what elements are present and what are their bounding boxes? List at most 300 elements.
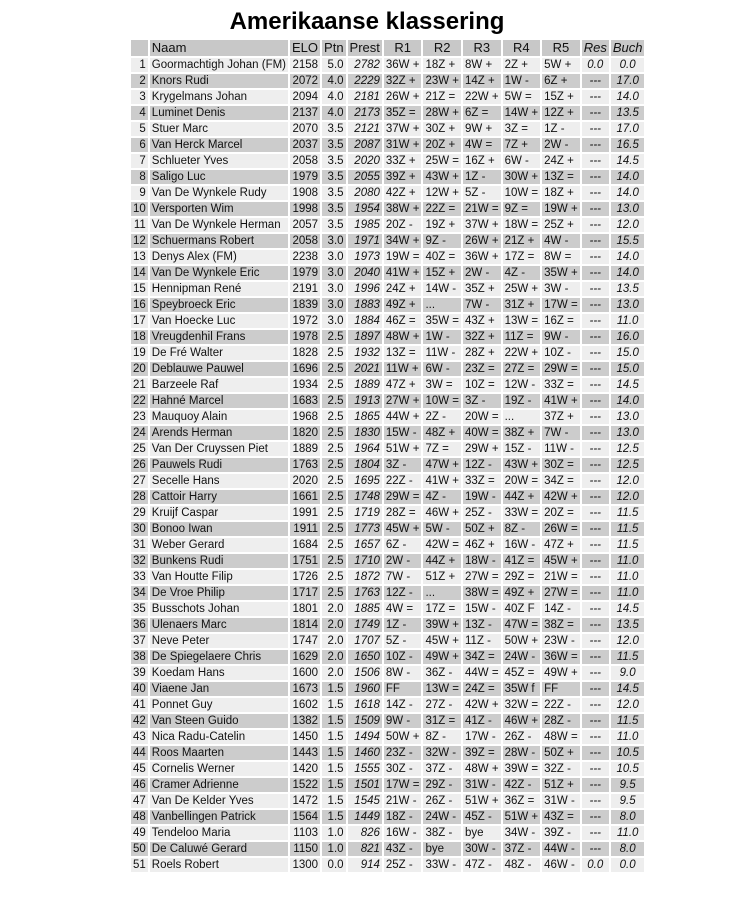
round-5-result: 37Z +: [542, 410, 580, 424]
performance-rating: 2087: [348, 138, 382, 152]
round-3-result: 13Z -: [463, 618, 501, 632]
buchholz-score: 11.5: [611, 714, 645, 728]
round-2-result: ...: [423, 586, 461, 600]
header-naam: Naam: [150, 40, 288, 56]
elo-rating: 2058: [290, 234, 320, 248]
round-4-result: 4Z -: [503, 266, 541, 280]
elo-rating: 1717: [290, 586, 320, 600]
elo-rating: 1991: [290, 506, 320, 520]
round-4-result: 29Z =: [503, 570, 541, 584]
performance-rating: 2021: [348, 362, 382, 376]
player-name: Van Hoecke Luc: [150, 314, 288, 328]
rank-cell: 48: [133, 811, 146, 823]
performance-rating: 1884: [348, 314, 382, 328]
points: 1.5: [322, 778, 346, 792]
round-3-result: 2W -: [463, 266, 501, 280]
player-name: De Vroe Philip: [150, 586, 288, 600]
performance-rating: 1657: [348, 538, 382, 552]
round-2-result: 40Z =: [423, 250, 461, 264]
round-3-result: 30W -: [463, 842, 501, 856]
round-2-result: 49W +: [425, 651, 460, 663]
result-tiebreak: ---: [582, 682, 609, 696]
buchholz-score: 12.0: [611, 218, 645, 232]
performance-rating: 2080: [348, 186, 382, 200]
round-2-result: 23W +: [425, 75, 460, 87]
round-5-result: 36W =: [544, 651, 578, 663]
player-name: Bunkens Rudi: [150, 554, 288, 568]
player-name: Viaene Jan: [150, 682, 288, 696]
performance-rating: 1971: [348, 234, 382, 248]
round-2-result: 11W -: [423, 346, 461, 360]
rank-cell: 8: [131, 170, 148, 184]
buchholz-score: 14.0: [611, 250, 645, 264]
result-tiebreak: ---: [582, 490, 609, 504]
round-3-result: 21W =: [465, 203, 499, 215]
buchholz-score: 8.0: [611, 842, 645, 856]
buchholz-score: 14.5: [611, 154, 645, 168]
table-row: [131, 426, 644, 440]
elo-rating: 1600: [290, 666, 320, 680]
result-tiebreak: ---: [582, 330, 609, 344]
round-5-result: 11W -: [542, 442, 580, 456]
performance-rating: 1913: [348, 394, 382, 408]
elo-rating: 1420: [290, 762, 320, 776]
performance-rating: 1618: [348, 698, 382, 712]
header-prest: Prest: [349, 40, 380, 55]
player-name: Barzeele Raf: [150, 378, 288, 392]
buchholz-score: 13.0: [611, 202, 645, 216]
table-row: [131, 650, 644, 664]
performance-rating: 1964: [348, 442, 382, 456]
round-4-result: 35W f: [503, 682, 541, 696]
round-1-result: 29W =: [385, 491, 420, 503]
result-tiebreak: ---: [582, 698, 609, 712]
round-3-result: 10Z =: [463, 378, 501, 392]
table-row: [131, 346, 644, 360]
rank-cell: 26: [133, 459, 146, 471]
round-4-result: 43W +: [504, 459, 539, 471]
round-4-result: 21Z +: [503, 234, 541, 248]
round-5-result: 18Z +: [542, 186, 580, 200]
result-tiebreak: ---: [582, 650, 609, 664]
result-tiebreak: ---: [582, 314, 609, 328]
header-rank: [131, 40, 148, 56]
round-3-result: 35Z +: [463, 282, 501, 296]
round-5-result: 44W -: [542, 842, 580, 856]
round-1-result: 48W +: [385, 331, 420, 343]
table-row: [131, 554, 644, 568]
round-5-result: 35W +: [544, 267, 578, 279]
elo-rating: 1103: [290, 826, 320, 840]
result-tiebreak: ---: [582, 570, 609, 584]
round-5-result: 31W -: [542, 794, 580, 808]
round-4-result: 32W =: [504, 699, 539, 711]
result-tiebreak: ---: [582, 746, 609, 760]
round-1-result: 39Z +: [384, 170, 422, 184]
round-5-result: 9W -: [542, 330, 580, 344]
result-tiebreak: ---: [582, 522, 609, 536]
round-1-result: 51W +: [385, 443, 420, 455]
rank-cell: 43: [133, 731, 146, 743]
elo-rating: 1839: [290, 298, 320, 312]
table-row: [131, 778, 644, 792]
elo-rating: 2238: [290, 250, 320, 264]
round-5-result: 15Z +: [542, 90, 580, 104]
round-1-result: 2W -: [384, 554, 422, 568]
round-5-result: 43Z =: [542, 810, 580, 824]
table-row: [131, 490, 644, 504]
player-name: Roels Robert: [150, 858, 288, 872]
round-5-result: 12Z +: [542, 106, 580, 120]
table-row: [131, 90, 644, 104]
round-1-result: 17W =: [385, 779, 420, 791]
table-row: [131, 186, 644, 200]
points: 4.0: [322, 90, 346, 104]
round-4-result: 47W =: [504, 619, 539, 631]
player-name: Denys Alex (FM): [150, 250, 288, 264]
buchholz-score: 17.0: [611, 74, 645, 88]
player-name: Arends Herman: [150, 426, 288, 440]
buchholz-score: 14.0: [611, 90, 645, 104]
round-3-result: 37W +: [465, 219, 499, 231]
standings-table: [129, 38, 646, 874]
rank-cell: 42: [133, 715, 146, 727]
result-tiebreak: ---: [582, 362, 609, 376]
table-row: [131, 74, 644, 88]
rank-cell: 2: [131, 74, 148, 88]
round-4-result: 41Z =: [503, 554, 541, 568]
player-name: Mauquoy Alain: [150, 410, 288, 424]
round-4-result: 22W +: [504, 347, 539, 359]
buchholz-score: 16.0: [611, 330, 645, 344]
player-name: Versporten Wim: [150, 202, 288, 216]
round-3-result: bye: [463, 826, 501, 840]
result-tiebreak: ---: [582, 298, 609, 312]
round-4-result: 30W +: [504, 171, 539, 183]
table-row: [131, 842, 644, 856]
buchholz-score: 14.0: [611, 170, 645, 184]
points: 2.0: [322, 650, 346, 664]
table-body: [131, 58, 644, 872]
rank-cell: 39: [133, 667, 146, 679]
round-1-result: 20Z -: [384, 218, 422, 232]
rank-cell: 12: [133, 235, 146, 247]
elo-rating: 2037: [290, 138, 320, 152]
points: 3.0: [322, 234, 346, 248]
points: 0.0: [322, 858, 346, 872]
points: 2.5: [322, 378, 346, 392]
player-name: Cattoir Harry: [150, 490, 288, 504]
elo-rating: 2137: [290, 106, 320, 120]
round-1-result: 27W +: [385, 395, 420, 407]
result-tiebreak: ---: [582, 170, 609, 184]
performance-rating: 1954: [348, 202, 382, 216]
round-3-result: 41Z -: [463, 714, 501, 728]
round-1-result: 25Z -: [384, 858, 422, 872]
table-row: [131, 266, 644, 280]
points: 2.5: [322, 474, 346, 488]
buchholz-score: 16.5: [611, 138, 645, 152]
elo-rating: 1150: [290, 842, 320, 856]
round-1-result: 1Z -: [384, 618, 422, 632]
rank-cell: 51: [133, 859, 146, 871]
performance-rating: 1449: [348, 810, 382, 824]
buchholz-score: 11.5: [611, 538, 645, 552]
points: 3.0: [322, 266, 346, 280]
player-name: Stuer Marc: [150, 122, 288, 136]
elo-rating: 1801: [290, 602, 320, 616]
round-4-result: 33W =: [504, 507, 539, 519]
performance-rating: 2020: [348, 154, 382, 168]
elo-rating: 1629: [290, 650, 320, 664]
round-5-result: 26W =: [544, 523, 578, 535]
round-3-result: 47Z -: [463, 858, 501, 872]
round-2-result: 51Z +: [423, 570, 461, 584]
round-2-result: 38Z -: [423, 826, 461, 840]
round-3-result: 29W +: [465, 443, 499, 455]
result-tiebreak: ---: [582, 730, 609, 744]
round-3-result: 22W +: [465, 91, 499, 103]
points: 2.5: [322, 458, 346, 472]
buchholz-score: 13.0: [611, 298, 645, 312]
round-3-result: 31W -: [463, 778, 501, 792]
elo-rating: 1908: [290, 186, 320, 200]
round-4-result: 20W =: [504, 475, 539, 487]
round-5-result: 14Z -: [542, 602, 580, 616]
table-row: [131, 218, 644, 232]
round-2-result: 35W =: [425, 315, 460, 327]
points: 3.5: [322, 170, 346, 184]
rank-cell: 19: [133, 347, 146, 359]
result-tiebreak: ---: [582, 90, 609, 104]
elo-rating: 1828: [290, 346, 320, 360]
rank-cell: 18: [133, 331, 146, 343]
round-3-result: 26W +: [465, 235, 499, 247]
performance-rating: 2055: [348, 170, 382, 184]
points: 2.5: [322, 394, 346, 408]
round-4-result: 25W +: [504, 283, 539, 295]
header-r5: R5: [542, 40, 580, 56]
result-tiebreak: ---: [582, 138, 609, 152]
performance-rating: 1501: [348, 778, 382, 792]
elo-rating: 1673: [290, 682, 320, 696]
table-row: [131, 330, 644, 344]
points: 2.5: [322, 362, 346, 376]
round-4-result: 1W -: [503, 74, 541, 88]
elo-rating: 1696: [290, 362, 320, 376]
header-r1: R1: [384, 40, 422, 56]
rank-cell: 9: [131, 186, 148, 200]
points: 2.5: [322, 330, 346, 344]
round-3-result: 33Z =: [463, 474, 501, 488]
round-4-result: 38Z +: [503, 426, 541, 440]
round-4-result: 34W -: [503, 826, 541, 840]
round-5-result: 27W =: [544, 587, 578, 599]
performance-rating: 1973: [348, 250, 382, 264]
round-1-result: 42Z +: [384, 186, 422, 200]
points: 3.5: [322, 202, 346, 216]
performance-rating: 1555: [348, 762, 382, 776]
buchholz-score: 11.5: [611, 506, 645, 520]
elo-rating: 2158: [290, 58, 320, 72]
round-2-result: 37Z -: [423, 762, 461, 776]
header-r4: R4: [503, 40, 541, 56]
table-row: [131, 410, 644, 424]
buchholz-score: 14.5: [611, 378, 645, 392]
round-4-result: 45Z =: [503, 666, 541, 680]
round-1-result: 28Z =: [384, 506, 422, 520]
points: 2.0: [322, 618, 346, 632]
round-3-result: 40W =: [465, 427, 499, 439]
round-2-result: 19Z +: [423, 218, 461, 232]
round-1-result: 12Z -: [384, 586, 422, 600]
performance-rating: 1996: [348, 282, 382, 296]
header-res: Res: [583, 40, 607, 55]
round-2-result: 20Z +: [423, 138, 461, 152]
table-row: [131, 826, 644, 840]
performance-rating: 1509: [348, 714, 382, 728]
rank-cell: 33: [133, 571, 146, 583]
round-1-result: 23Z -: [384, 746, 422, 760]
performance-rating: 821: [348, 842, 382, 856]
rank-cell: 17: [133, 315, 146, 327]
round-1-result: 26W +: [385, 91, 420, 103]
points: 1.5: [322, 682, 346, 696]
round-5-result: 29W =: [544, 363, 578, 375]
player-name: Bonoo Iwan: [150, 522, 288, 536]
round-5-result: 45W +: [544, 555, 578, 567]
points: 2.5: [322, 570, 346, 584]
round-2-result: ...: [423, 298, 461, 312]
round-5-result: 1Z -: [542, 122, 580, 136]
elo-rating: 1564: [290, 810, 320, 824]
round-2-result: 21Z =: [423, 90, 461, 104]
points: 1.5: [322, 794, 346, 808]
table-row: [131, 282, 644, 296]
buchholz-score: 12.0: [611, 474, 645, 488]
round-4-result: 48Z -: [503, 858, 541, 872]
rank-cell: 46: [133, 779, 146, 791]
round-2-result: 45W +: [425, 635, 460, 647]
rank-cell: 21: [133, 379, 146, 391]
round-4-result: 3Z =: [503, 122, 541, 136]
points: 4.0: [322, 74, 346, 88]
round-5-result: 4W -: [542, 234, 580, 248]
round-2-result: 42W =: [425, 539, 460, 551]
round-2-result: 1W -: [423, 330, 461, 344]
performance-rating: 1506: [348, 666, 382, 680]
round-2-result: 10W =: [425, 395, 460, 407]
player-name: De Fré Walter: [150, 346, 288, 360]
round-5-result: 32Z -: [542, 762, 580, 776]
rank-cell: 20: [133, 363, 146, 375]
result-tiebreak: ---: [582, 346, 609, 360]
rank-cell: 16: [133, 299, 146, 311]
points: 2.5: [322, 522, 346, 536]
performance-rating: 1932: [348, 346, 382, 360]
rank-cell: 29: [133, 507, 146, 519]
round-5-result: 28Z -: [542, 714, 580, 728]
round-3-result: 12Z -: [463, 458, 501, 472]
table-row: [131, 442, 644, 456]
rank-cell: 5: [131, 122, 148, 136]
table-row: [131, 634, 644, 648]
round-2-result: 41W +: [425, 475, 460, 487]
round-4-result: 28W -: [503, 746, 541, 760]
result-tiebreak: ---: [582, 122, 609, 136]
table-row: [131, 138, 644, 152]
round-3-result: 48W +: [465, 763, 499, 775]
performance-rating: 1763: [348, 586, 382, 600]
table-row: [131, 362, 644, 376]
round-5-result: 13Z =: [542, 170, 580, 184]
table-row: [131, 858, 644, 872]
round-1-result: 43Z -: [384, 842, 422, 856]
round-2-result: 44Z +: [423, 554, 461, 568]
round-3-result: 17W -: [463, 730, 501, 744]
rank-cell: 36: [133, 619, 146, 631]
round-3-result: 45Z -: [463, 810, 501, 824]
round-4-result: ...: [503, 410, 541, 424]
player-name: Knors Rudi: [150, 74, 288, 88]
round-5-result: 24Z +: [542, 154, 580, 168]
round-1-result: 3Z -: [384, 458, 422, 472]
round-3-result: 25Z -: [463, 506, 501, 520]
player-name: Kruijf Caspar: [150, 506, 288, 520]
round-4-result: 19Z -: [503, 394, 541, 408]
performance-rating: 2181: [348, 90, 382, 104]
round-2-result: 22Z =: [423, 202, 461, 216]
result-tiebreak: ---: [582, 714, 609, 728]
round-4-result: 6W -: [503, 154, 541, 168]
player-name: Luminet Denis: [150, 106, 288, 120]
round-2-result: 33W -: [423, 858, 461, 872]
table-row: [131, 378, 644, 392]
buchholz-score: 12.0: [611, 634, 645, 648]
buchholz-score: 11.0: [611, 730, 645, 744]
points: 2.5: [322, 426, 346, 440]
rank-cell: 47: [133, 795, 146, 807]
buchholz-score: 14.0: [611, 394, 645, 408]
player-name: Goormachtigh Johan (FM): [151, 59, 287, 71]
round-4-result: 7Z +: [503, 138, 541, 152]
performance-rating: 2040: [348, 266, 382, 280]
player-name: Speybroeck Eric: [150, 298, 288, 312]
result-tiebreak: ---: [582, 586, 609, 600]
player-name: Van De Wynkele Herman: [150, 218, 288, 232]
rank-cell: 34: [133, 587, 146, 599]
round-5-result: 38Z =: [542, 618, 580, 632]
round-1-result: 24Z +: [384, 282, 422, 296]
round-4-result: 27Z =: [503, 362, 541, 376]
round-4-result: 49Z +: [503, 586, 541, 600]
round-2-result: 31Z =: [423, 714, 461, 728]
rank-cell: 37: [133, 635, 146, 647]
round-1-result: 15W -: [384, 426, 422, 440]
elo-rating: 1747: [290, 634, 320, 648]
round-2-result: 5W -: [423, 522, 461, 536]
result-tiebreak: ---: [582, 794, 609, 808]
rank-cell: 45: [133, 763, 146, 775]
table-row: [131, 298, 644, 312]
round-1-result: 21W -: [384, 794, 422, 808]
elo-rating: 1472: [290, 794, 320, 808]
performance-rating: 1460: [348, 746, 382, 760]
round-2-result: 6W -: [423, 362, 461, 376]
round-2-result: 7Z =: [423, 442, 461, 456]
buchholz-score: 11.5: [611, 522, 645, 536]
result-tiebreak: ---: [582, 778, 609, 792]
